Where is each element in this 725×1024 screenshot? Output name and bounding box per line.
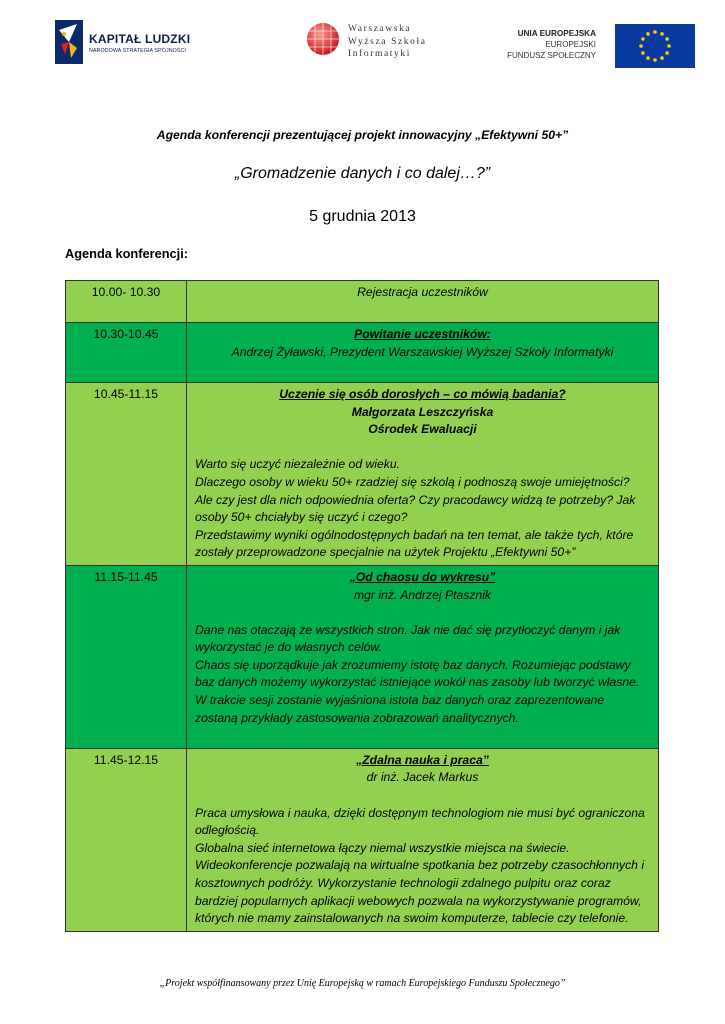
kapital-ludzki-mark-icon bbox=[55, 20, 83, 64]
kapital-ludzki-logo bbox=[55, 18, 195, 68]
agenda-item-title: Powitanie uczestników: bbox=[354, 327, 491, 342]
ue-line-1: UNIA EUROPEJSKA bbox=[517, 29, 596, 38]
agenda-label: Agenda konferencji: bbox=[65, 246, 189, 261]
ue-name bbox=[507, 28, 596, 61]
kapital-ludzki-title: KAPITAŁ LUDZKI bbox=[89, 32, 191, 46]
agenda-item-description: Dane nas otaczają ze wszystkich stron. Jak nie dać się przytłoczyć danym i jak wykorzystać je do własnych celów. bbox=[195, 622, 621, 655]
agenda-item-description: W trakcie sesji zostanie wyjaśniona istota baz danych oraz zaprezentowane zostaną przykłady zastosowania zobrazowań analitycznych. bbox=[195, 693, 605, 725]
agenda-item bbox=[187, 281, 659, 323]
agenda-time: 10.00- 10.30 bbox=[66, 281, 187, 323]
agenda-item-title: Uczenie się osób dorosłych – co mówią badania? bbox=[279, 386, 566, 401]
ue-line-2: EUROPEJSKI bbox=[545, 40, 596, 49]
ue-logo bbox=[500, 24, 700, 70]
agenda-item-title: Rejestracja uczestników bbox=[357, 285, 488, 299]
agenda-time: 10.30-10.45 bbox=[66, 323, 187, 383]
eu-flag-icon bbox=[615, 24, 695, 68]
agenda-item-organization: Ośrodek Ewaluacji bbox=[368, 422, 477, 437]
agenda-item-speaker: Andrzej Żyławski, Prezydent Warszawskiej Wyższej Szkoły Informatyki bbox=[231, 344, 614, 359]
agenda-item-speaker: mgr inż. Andrzej Ptasznik bbox=[353, 587, 492, 602]
agenda-item bbox=[187, 748, 659, 931]
ue-line-3: FUNDUSZ SPOŁECZNY bbox=[507, 51, 596, 60]
agenda-item bbox=[187, 323, 659, 383]
conference-date: 5 grudnia 2013 bbox=[309, 208, 416, 225]
agenda-row bbox=[66, 281, 659, 323]
wwsi-sphere-icon bbox=[306, 22, 340, 56]
agenda-heading: Agenda konferencji prezentującej projekt innowacyjny „Efektywni 50+” bbox=[156, 128, 569, 142]
wwsi-line-2: Wyższa Szkoła bbox=[348, 36, 427, 47]
agenda-item-description: Przedstawimy wyniki ogólnodostępnych badań na ten temat, ale także tych, które zostały przeprowadzone specjalnie na użytek Projektu „Efektywni 50+” bbox=[195, 527, 634, 560]
agenda-item bbox=[187, 382, 659, 565]
agenda-item-speaker: dr inż. Jacek Markus bbox=[366, 770, 479, 785]
agenda-time: 11.45-12.15 bbox=[66, 748, 187, 931]
conference-title: „Gromadzenie danych i co dalej…?” bbox=[234, 165, 491, 182]
wwsi-logo bbox=[306, 22, 446, 62]
kapital-ludzki-subtitle: NARODOWA STRATEGIA SPÓJNOŚCI bbox=[89, 48, 186, 54]
agenda-table bbox=[65, 280, 659, 932]
agenda-time: 10.45-11.15 bbox=[66, 382, 187, 565]
wwsi-line-1: Warszawska bbox=[348, 24, 412, 34]
agenda-item-speaker: Małgorzata Leszczyńska bbox=[351, 404, 494, 419]
agenda-item-title: „Zdalna nauka i praca” bbox=[356, 752, 489, 767]
wwsi-line-3: Informatyki bbox=[348, 49, 411, 59]
agenda-item-description: Praca umysłowa i nauka, dzięki dostępnym technologiom nie musi być ograniczona odległością. bbox=[195, 805, 645, 838]
agenda-item-description: Chaos się uporządkuje jak zrozumiemy istotę baz danych. Rozumiejąc podstawy baz danych możemy wykorzystać istniejące wokół nas zasoby lub tworzyć własne. bbox=[195, 657, 640, 690]
agenda-row bbox=[66, 565, 659, 748]
agenda-item-description: Warto się uczyć niezależnie od wieku. bbox=[195, 457, 401, 472]
wwsi-name bbox=[348, 23, 427, 61]
agenda-time: 11.15-11.45 bbox=[66, 565, 187, 748]
footer-note: „Projekt współfinansowany przez Unię Europejską w ramach Europejskiego Funduszu Społecznego” bbox=[159, 978, 566, 989]
agenda-item bbox=[187, 565, 659, 748]
agenda-item-title: „Od chaosu do wykresu” bbox=[349, 569, 496, 584]
agenda-row bbox=[66, 748, 659, 931]
agenda-row bbox=[66, 323, 659, 383]
agenda-item-description: Globalna sieć internetowa łączy niemal wszystkie miejsca na świecie. Wideokonferencje pozwalają na wirtualne spotkania bez potrzeby czasochłonnych i kosztownych podróży. Wykorzystanie technologii zdalnego pulpitu oraz coraz bardziej popularnych aplikacji webowych pozwala na wykorzystywanie programów, których nie mamy zainstalowanych na swoim komputerze, tablecie czy telefonie. bbox=[195, 840, 645, 926]
agenda-item-description: Dlaczego osoby w wieku 50+ rzadziej się szkolą i podnoszą swoje umiejętności? Ale czy jest dla nich odpowiednia oferta? Czy pracodawcy widzą te potrzeby? Jak osoby 50+ chciałyby się uczyć i czego? bbox=[195, 474, 636, 525]
agenda-row bbox=[66, 382, 659, 565]
